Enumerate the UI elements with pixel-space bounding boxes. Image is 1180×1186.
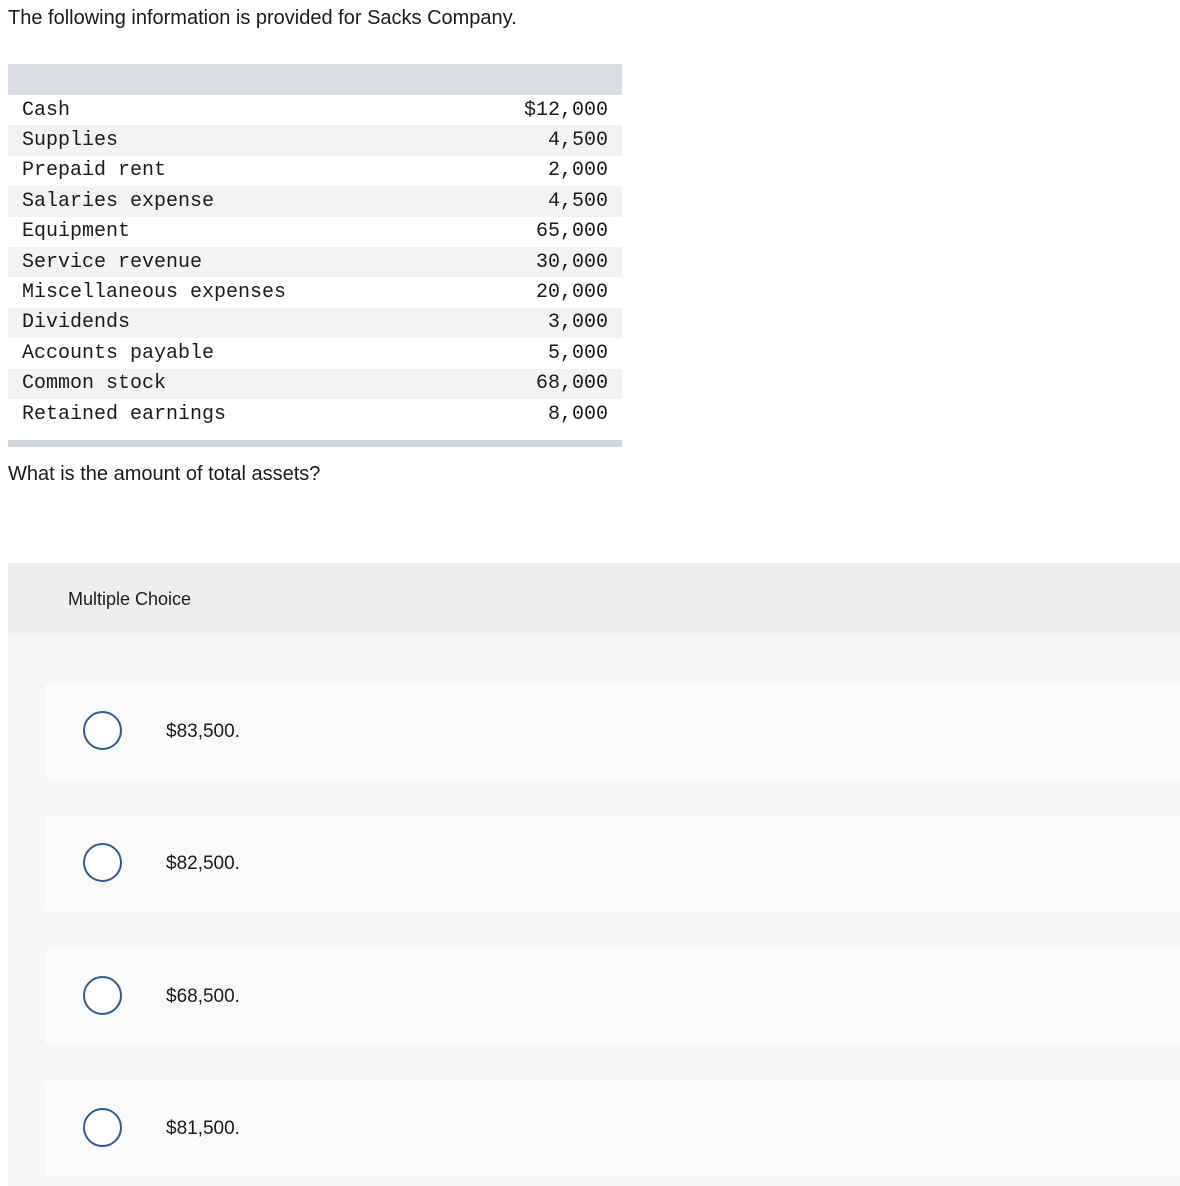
option-label: $81,500. [166,1117,240,1139]
row-value: 68,000 [535,372,608,396]
row-label: Service revenue [22,250,203,274]
table-header-bar [8,64,622,95]
option-label: $83,500. [166,720,240,742]
row-value: 2,000 [547,159,608,183]
table-row [8,399,622,429]
row-value: 30,000 [535,250,608,274]
radio-button[interactable] [83,711,122,750]
table-row [8,277,622,307]
row-label: Dividends [22,311,131,335]
table-row [8,369,622,399]
answer-option[interactable] [45,816,1180,911]
answer-option[interactable] [45,1081,1180,1176]
row-value: 65,000 [535,220,608,244]
radio-button[interactable] [83,976,122,1015]
table-row [8,186,622,216]
intro-text: The following information is provided for Sacks Company. [8,7,517,29]
row-value: 8,000 [547,402,608,426]
option-label: $68,500. [166,985,240,1007]
answer-option[interactable] [45,949,1180,1044]
row-label: Prepaid rent [22,159,167,183]
table-row [8,338,622,368]
table-row [8,156,622,186]
row-label: Retained earnings [22,402,227,426]
multiple-choice-header [8,563,1180,635]
table-row [8,95,622,125]
table-row [8,308,622,338]
row-label: Supplies [22,129,119,153]
question-text: What is the amount of total assets? [8,463,321,485]
radio-button[interactable] [83,843,122,882]
row-label: Common stock [22,372,167,396]
row-value: 4,500 [547,189,608,213]
option-label: $82,500. [166,852,240,874]
table-row [8,125,622,155]
row-value: 5,000 [547,341,608,365]
table-footer-bar [8,440,622,447]
row-label: Accounts payable [22,341,215,365]
row-value: 4,500 [547,129,608,153]
row-value: 20,000 [535,281,608,305]
answer-option[interactable] [45,684,1180,779]
row-label: Miscellaneous expenses [22,281,287,305]
row-label: Equipment [22,220,131,244]
table-row [8,247,622,277]
multiple-choice-title: Multiple Choice [68,588,192,609]
table-row [8,217,622,247]
radio-button[interactable] [83,1108,122,1147]
row-label: Salaries expense [22,189,215,213]
answer-options [8,635,1180,1186]
row-value: $12,000 [523,98,608,122]
row-value: 3,000 [547,311,608,335]
row-label: Cash [22,98,71,122]
account-table [8,64,622,447]
